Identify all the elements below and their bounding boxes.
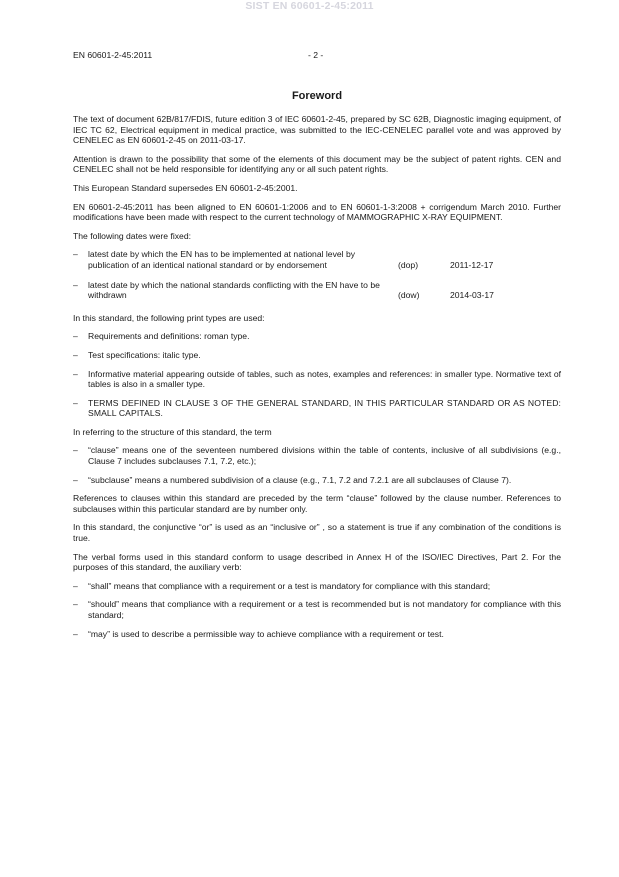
foreword-body (73, 114, 561, 647)
date-item-date: 2011-12-17 (450, 259, 494, 270)
list-item (73, 599, 561, 620)
dash-bullet: – (73, 445, 78, 456)
page-title: Foreword (291, 90, 343, 102)
date-item-code: (dow) (398, 290, 420, 301)
list-item-text: Requirements and definitions: roman type. (88, 331, 250, 342)
list-item-text: Informative material appearing outside of tables, such as notes, examples and references: in smaller type. Normative text of tables is also in a smaller type. (88, 368, 561, 390)
list-item (73, 350, 561, 361)
date-item-code: (dop) (398, 259, 419, 270)
date-item-text: latest date by which the national standards conflicting with the EN have to be withdrawn (88, 279, 380, 301)
dash-bullet: – (73, 279, 78, 290)
dash-bullet: – (73, 580, 78, 591)
dash-bullet: – (73, 349, 78, 360)
date-list-item (73, 280, 561, 301)
list-item-text: TERMS DEFINED IN CLAUSE 3 OF THE GENERAL STANDARD, IN THIS PARTICULAR STANDARD OR AS NOTED: SMALL CAPITALS. (88, 397, 561, 419)
paragraph: The verbal forms used in this standard conform to usage described in Annex H of the ISO/IEC Directives, Part 2. For the purposes of this standard, the auxiliary verb: (73, 551, 561, 573)
list-item (73, 398, 561, 419)
list-item-text: “should” means that compliance with a requirement or a test is recommended but is not mandatory for compliance with this standard; (88, 599, 561, 620)
header-page-number: - 2 - (308, 50, 324, 60)
list-item-text: Test specifications: italic type. (88, 349, 201, 360)
paragraph: The following dates were fixed: (73, 230, 191, 241)
date-list-item (73, 249, 561, 270)
dash-bullet: – (73, 628, 78, 639)
dash-bullet: – (73, 249, 78, 260)
list-item (73, 445, 561, 466)
paragraph: This European Standard supersedes EN 60601-2-45:2001. (73, 182, 298, 193)
date-item-date: 2014-03-17 (450, 290, 494, 301)
paragraph: The text of document 62B/817/FDIS, future edition 3 of IEC 60601-2-45, prepared by SC 62B, Diagnostic imaging equipment, of IEC TC 62, Electrical equipment in medical practice, was submitted to the IEC-CENELEC parallel vote and was approved by CENELEC as EN 60601-2-45 on 2011-03-17. (73, 114, 561, 146)
list-item (73, 581, 561, 592)
paragraph: In this standard, the following print types are used: (73, 312, 265, 323)
paragraph: In this standard, the conjunctive “or” is used as an “inclusive or” , so a statement is true if any combination of the conditions is true. (73, 522, 561, 544)
dash-bullet: – (73, 397, 78, 408)
paragraph: EN 60601-2-45:2011 has been aligned to EN 60601-1:2006 and to EN 60601-1-3:2008 + corrigendum March 2010. Further modifications have been made with respect to the current technology of MAMMOGRAPHIC X-RAY EQUIPMENT. (73, 201, 561, 223)
list-item-text: “clause” means one of the seventeen numbered divisions within the table of contents, inclusive of all subdivisions (e.g., Clause 7 includes subclauses 7.1, 7.2, etc.); (88, 445, 561, 467)
dash-bullet: – (73, 331, 78, 342)
header-doc-id: EN 60601-2-45:2011 (73, 50, 153, 60)
paragraph: References to clauses within this standard are preceded by the term “clause” followed by the clause number. References to subclauses within this particular standard are by number only. (73, 493, 561, 514)
dash-bullet: – (73, 474, 78, 485)
list-item-text: “may” is used to describe a permissible way to achieve compliance with a requirement or test. (88, 628, 444, 639)
paragraph: In referring to the structure of this standard, the term (73, 426, 272, 437)
date-item-text: latest date by which the EN has to be implemented at national level by publication of an identical national standard or by endorsement (88, 249, 356, 270)
watermark: SIST EN 60601-2-45:2011 (245, 0, 374, 12)
list-item (73, 475, 561, 486)
paragraph: Attention is drawn to the possibility that some of the elements of this document may be the subject of patent rights. CEN and CENELEC shall not be held responsible for identifying any or all such patent rights. (73, 153, 561, 175)
list-item (73, 629, 561, 640)
list-item-text: “shall” means that compliance with a requirement or a test is mandatory for compliance with this standard; (88, 580, 491, 591)
list-item-text: “subclause” means a numbered subdivision of a clause (e.g., 7.1, 7.2 and 7.2.1 are all subclauses of Clause 7). (88, 474, 512, 485)
list-item (73, 369, 561, 390)
dash-bullet: – (73, 599, 78, 610)
list-item (73, 331, 561, 342)
dash-bullet: – (73, 368, 78, 379)
